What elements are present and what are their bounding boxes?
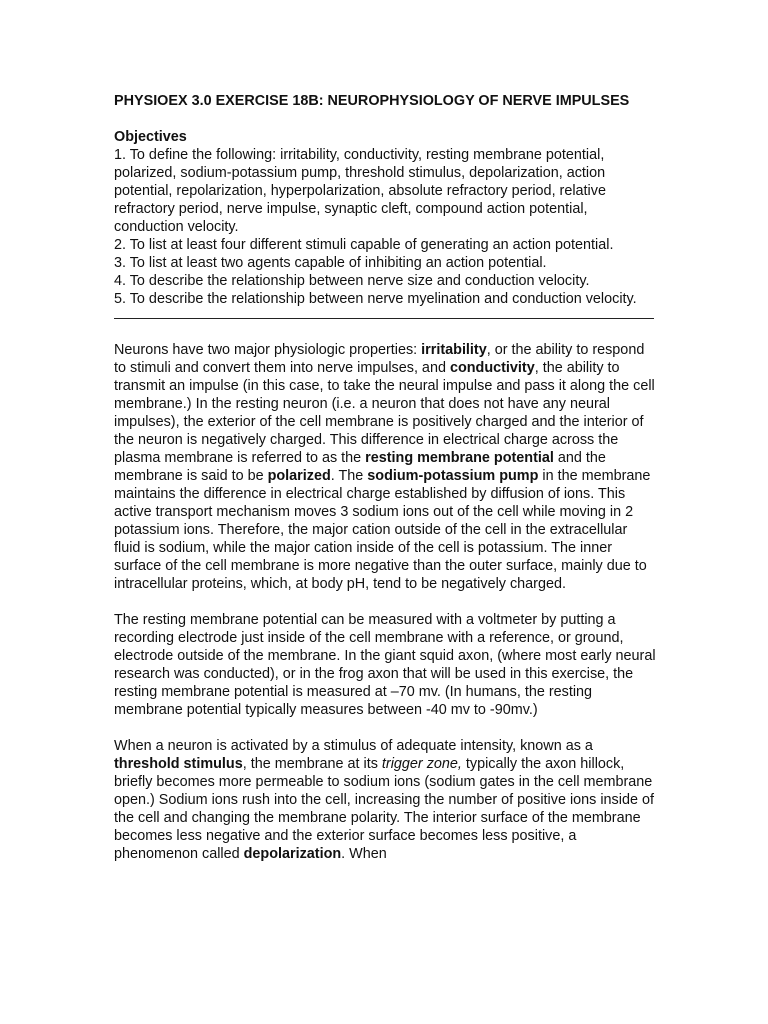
document-title: PHYSIOEX 3.0 EXERCISE 18B: NEUROPHYSIOLOGY OF NERVE IMPULSES [114, 93, 630, 109]
term-polarized: polarized [267, 468, 331, 484]
text-run: , the membrane at its [242, 756, 382, 772]
horizontal-rule [114, 318, 654, 319]
paragraph-depolarization [114, 737, 656, 863]
objective-item-2: 2. To list at least four different stimuli capable of generating an action potential. [114, 237, 614, 253]
term-depolarization: depolarization [243, 846, 342, 862]
text-run: in the membrane maintains the difference in electrical charge established by diffusion of ions. This active transport mechanism moves 3 sodium ions out of the cell while moving in 2 potassium ions. Therefore, the major cation outside of the cell in the extracellular fluid is sodium, while the major cation inside of the cell is potassium. The inner surface of the cell membrane is more negative than the outer surface, mainly due to intracellular proteins, which, at body pH, tend to be negatively charged. [114, 468, 651, 592]
text-run: . When [341, 846, 387, 862]
term-irritability: irritability [421, 342, 487, 358]
text-run: typically the axon hillock, briefly becomes more permeable to sodium ions (sodium gates in the cell membrane open.) Sodium ions rush into the cell, increasing the number of positive ions inside of the cell and changing the membrane polarity. The interior surface of the membrane becomes less negative and the exterior surface becomes less positive, a phenomenon called [114, 756, 654, 862]
text-run: , or the ability to respond to stimuli and convert them into nerve impulses, and [114, 342, 645, 376]
text-run: When a neuron is activated by a stimulus of adequate intensity, known as a [114, 738, 593, 754]
objective-item-4: 4. To describe the relationship between nerve size and conduction velocity. [114, 273, 590, 289]
text-run: , the ability to transmit an impulse (in this case, to take the neural impulse and pass it along the cell membrane.) In the resting neuron (i.e. a neuron that does not have any neural impulses), the exterior of the cell membrane is positively charged and the interior of the neuron is negatively charged. This difference in electrical charge across the plasma membrane is referred to as the [114, 360, 655, 466]
paragraph-neuron-properties [114, 341, 656, 593]
objective-item-5: 5. To describe the relationship between nerve myelination and conduction velocity. [114, 291, 637, 307]
paragraph-resting-potential-measurement: The resting membrane potential can be measured with a voltmeter by putting a recording electrode just inside of the cell membrane with a reference, or ground, electrode outside of the membrane. In the giant squid axon, (where most early neural research was conducted), or in the frog axon that will be used in this exercise, the resting membrane potential is measured at –70 mv. (In humans, the resting membrane potential typically measures between -40 mv to -90mv.) [114, 612, 656, 718]
text-run: Neurons have two major physiologic properties: [114, 342, 422, 358]
objective-item-3: 3. To list at least two agents capable of inhibiting an action potential. [114, 255, 547, 271]
text-run: . The [330, 468, 368, 484]
term-trigger-zone: trigger zone, [381, 756, 462, 772]
objectives-section [114, 128, 656, 308]
term-conductivity: conductivity [449, 360, 535, 376]
text-run: and the membrane is said to be [114, 450, 606, 484]
term-resting-membrane-potential: resting membrane potential [365, 450, 554, 466]
term-threshold-stimulus: threshold stimulus [114, 756, 243, 772]
objectives-heading: Objectives [114, 129, 187, 145]
term-sodium-potassium-pump: sodium-potassium pump [367, 468, 539, 484]
objective-item-1: 1. To define the following: irritability, conductivity, resting membrane potential, polarized, sodium-potassium pump, threshold stimulus, depolarization, action potential, repolarization, hyperpolarization, absolute refractory period, relative refractory period, nerve impulse, synaptic cleft, compound action potential, conduction velocity. [114, 147, 606, 235]
